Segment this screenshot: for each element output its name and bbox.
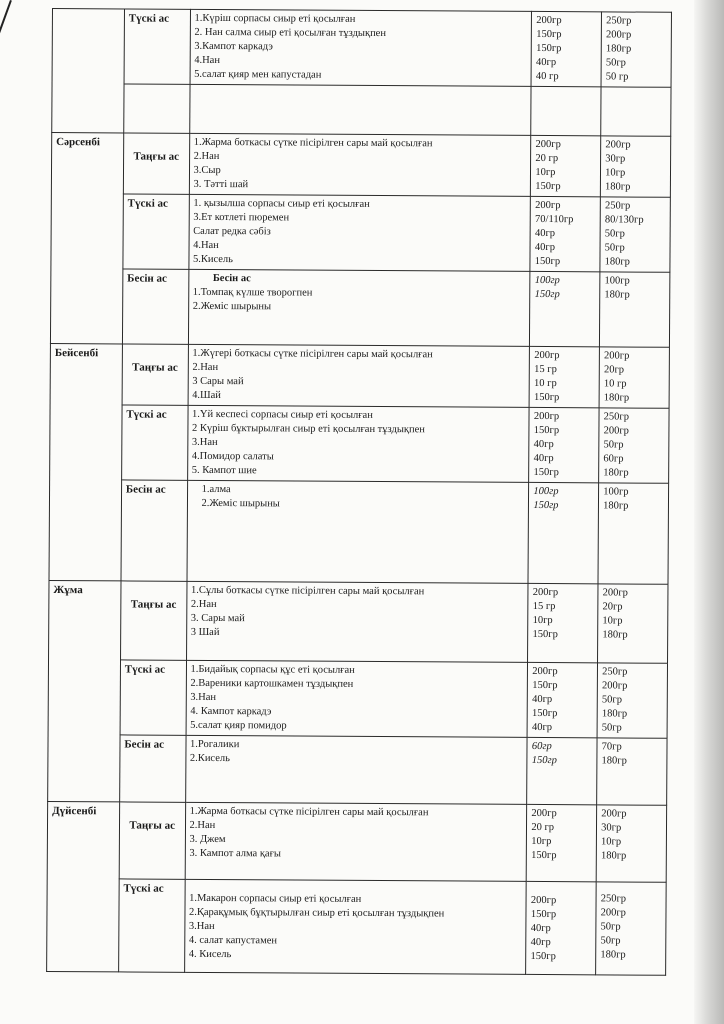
dish-item: 1.Макарон сорпасы сиыр еті қосылған bbox=[189, 892, 362, 905]
portion-value: 250гр bbox=[604, 200, 631, 212]
day-cell: Дүйсенбі bbox=[47, 801, 120, 971]
portion-value: 10гр bbox=[531, 835, 552, 848]
dish-cell bbox=[185, 802, 527, 881]
portion-value: 180гр bbox=[603, 392, 630, 404]
portion-value: 150гр bbox=[535, 180, 561, 193]
portion-large-cell bbox=[600, 272, 670, 347]
portion-value: 50гр bbox=[604, 228, 625, 240]
dish-cell bbox=[186, 581, 528, 662]
portion-large-cell bbox=[599, 347, 669, 408]
portion-value: 40гр bbox=[533, 452, 554, 465]
portion-value: 150гр bbox=[533, 391, 560, 404]
portion-value: 10 гр bbox=[603, 378, 627, 390]
dish-item: 2.Нан bbox=[189, 819, 216, 832]
dish-cell bbox=[187, 405, 529, 482]
portion-value: 180гр bbox=[600, 850, 627, 862]
dish-item: 5. Кампот шие bbox=[191, 464, 257, 477]
scan-edge-mark bbox=[0, 0, 12, 85]
portion-large-cell bbox=[601, 136, 671, 197]
portion-value: 100гр bbox=[533, 485, 559, 498]
table-row-empty bbox=[52, 84, 671, 137]
dish-item: 4.Помидор салаты bbox=[191, 450, 274, 463]
meal-cell: Түскі ас bbox=[124, 9, 190, 84]
dish-item: 1.Күріш сорпасы сиыр еті қосылған bbox=[194, 12, 356, 25]
portion-value: 200гр bbox=[605, 29, 632, 41]
dish-cell bbox=[184, 879, 526, 974]
dish-item: 2.Жеміс шырыны bbox=[201, 497, 280, 510]
dish-item: 1.Үй кеспесі сорпасы сиыр еті қосылған bbox=[192, 408, 373, 421]
table-row bbox=[50, 268, 669, 347]
dish-item: 1.алма bbox=[201, 483, 231, 496]
portion-value: 150гр bbox=[532, 628, 558, 641]
portion-value: 180гр bbox=[601, 708, 628, 720]
portion-large-cell bbox=[598, 483, 668, 584]
portion-value: 80/130гр bbox=[604, 214, 644, 226]
portion-large-cell bbox=[596, 805, 666, 882]
dish-item: 1.Сұлы боткасы сүтке пісірілген сары май қосылған bbox=[190, 584, 425, 598]
empty-cell bbox=[189, 84, 531, 135]
portion-value: 180гр bbox=[604, 256, 630, 268]
dish-item: 3.Нан bbox=[190, 691, 217, 704]
dish-item: 3 Сары май bbox=[192, 375, 244, 388]
dish-cell bbox=[186, 660, 528, 737]
meal-cell: Түскі ас bbox=[121, 405, 187, 480]
portion-value: 200гр bbox=[530, 894, 557, 907]
portion-value: 150гр bbox=[531, 849, 557, 862]
dish-cell bbox=[188, 269, 530, 346]
portion-small-cell bbox=[527, 662, 597, 737]
portion-value: 50гр bbox=[600, 921, 621, 933]
table-row bbox=[49, 479, 669, 584]
portion-value: 150гр bbox=[534, 288, 560, 301]
day-cell: Сәрсенбі bbox=[50, 133, 123, 344]
portion-value: 10гр bbox=[601, 836, 622, 848]
dish-item: 4.Нан bbox=[194, 54, 220, 67]
portion-large-cell bbox=[597, 663, 667, 738]
portion-value: 180гр bbox=[602, 629, 628, 641]
meal-cell: Таңғы ас bbox=[122, 344, 188, 405]
dish-subtitle: Бесін ас bbox=[212, 272, 251, 285]
dish-cell bbox=[190, 9, 532, 86]
table-row bbox=[47, 801, 666, 882]
dish-item: 3.Кампот каркадэ bbox=[194, 40, 273, 53]
portion-value: 180гр bbox=[603, 467, 629, 479]
portion-value: 200гр bbox=[531, 807, 557, 820]
table-row bbox=[51, 193, 670, 272]
portion-value: 50гр bbox=[603, 439, 624, 451]
portion-value: 150гр bbox=[536, 28, 562, 41]
portion-value: 15 гр bbox=[534, 363, 557, 376]
portion-value: 60гр bbox=[531, 740, 552, 753]
portion-value: 150гр bbox=[532, 707, 558, 720]
portion-value: 150гр bbox=[533, 499, 559, 512]
portion-value: 150гр bbox=[534, 255, 561, 268]
portion-value: 50гр bbox=[601, 722, 622, 734]
portion-value: 200гр bbox=[533, 410, 560, 423]
portion-value: 50гр bbox=[601, 694, 623, 706]
portion-value: 30гр bbox=[601, 822, 622, 834]
portion-value: 180гр bbox=[600, 949, 626, 961]
dish-item: 4.Нан bbox=[193, 239, 219, 252]
empty-cell bbox=[601, 87, 671, 136]
menu-document bbox=[46, 8, 672, 976]
portion-value: 200гр bbox=[532, 665, 558, 678]
portion-value: 200гр bbox=[604, 350, 630, 362]
portion-value: 10гр bbox=[602, 615, 623, 627]
empty-cell bbox=[531, 86, 601, 135]
portion-value: 200гр bbox=[600, 907, 626, 919]
dish-item: 5.Кисель bbox=[192, 253, 234, 266]
dish-item: 1. қызылша сорпасы сиыр еті қосылған bbox=[193, 197, 370, 210]
portion-small-cell bbox=[527, 804, 597, 881]
portion-value: 10гр bbox=[532, 614, 553, 627]
dish-item: 3.Ет котлеті пюремен bbox=[193, 211, 290, 224]
dish-item: 2.Қарақұмық бұқтырылған сиыр еті қосылған тұздықпен bbox=[188, 906, 445, 920]
portion-value: 200гр bbox=[605, 139, 631, 151]
portion-value: 100гр bbox=[603, 486, 629, 498]
dish-item: 3. Сары май bbox=[190, 612, 245, 625]
day-cell: Бейсенбі bbox=[49, 343, 122, 580]
portion-value: 30гр bbox=[605, 153, 626, 165]
portion-large-cell bbox=[600, 197, 670, 272]
portion-small-cell bbox=[531, 135, 601, 196]
portion-value: 200гр bbox=[534, 349, 560, 362]
portion-value: 250гр bbox=[606, 15, 632, 27]
dish-item: 1.Томпақ күлше творогпен bbox=[192, 286, 313, 299]
portion-value: 40гр bbox=[530, 922, 551, 935]
dish-item: 1.Жүгері боткасы сүтке пісірілген сары май қосылған bbox=[192, 347, 433, 361]
meal-cell: Түскі ас bbox=[118, 879, 184, 972]
portion-value: 70гр bbox=[601, 741, 622, 753]
portion-value: 50гр bbox=[604, 242, 625, 254]
portion-value: 40гр bbox=[532, 693, 553, 706]
portion-large-cell bbox=[596, 882, 666, 975]
dish-item: 2.Вареники картошкамен тұздықпен bbox=[190, 677, 354, 690]
portion-value: 60гр bbox=[603, 453, 624, 465]
portion-small-cell bbox=[526, 881, 596, 974]
table-row bbox=[49, 580, 668, 663]
table-row bbox=[48, 734, 667, 805]
portion-value: 15 гр bbox=[532, 600, 556, 613]
portion-value: 200гр bbox=[535, 199, 561, 212]
dish-cell bbox=[189, 133, 531, 196]
dish-item: 3.Нан bbox=[191, 436, 218, 449]
dish-item: 2.Нан bbox=[192, 361, 219, 374]
meal-cell: Түскі ас bbox=[123, 194, 189, 269]
portion-value: 200гр bbox=[532, 586, 559, 599]
portion-value: 200гр bbox=[601, 680, 628, 692]
portion-small-cell bbox=[529, 407, 599, 482]
dish-cell bbox=[188, 194, 530, 271]
portion-value: 100гр bbox=[604, 275, 630, 287]
empty-cell bbox=[124, 84, 190, 133]
portion-value: 180гр bbox=[601, 755, 627, 767]
dish-item: 2.Жеміс шырыны bbox=[192, 300, 272, 313]
dish-item: 3 Шай bbox=[190, 626, 220, 639]
table-row bbox=[47, 878, 667, 975]
portion-value: 20гр bbox=[602, 601, 623, 613]
portion-small-cell bbox=[529, 346, 599, 407]
dish-item: 2.Нан bbox=[193, 150, 220, 163]
portion-value: 250гр bbox=[602, 666, 628, 678]
portion-small-cell bbox=[530, 271, 600, 346]
menu-table bbox=[46, 8, 672, 976]
portion-value: 20 гр bbox=[531, 821, 555, 834]
portion-small-cell bbox=[528, 482, 598, 583]
portion-value: 10гр bbox=[535, 166, 556, 179]
portion-value: 40гр bbox=[530, 936, 551, 949]
dish-item: 4. Кисель bbox=[188, 948, 232, 961]
portion-value: 200гр bbox=[602, 587, 628, 599]
portion-value: 150гр bbox=[530, 950, 556, 963]
scan-page-edge bbox=[694, 0, 724, 1024]
portion-value: 20гр bbox=[603, 364, 625, 376]
dish-item: 2.Кисель bbox=[189, 752, 230, 765]
portion-value: 10 гр bbox=[534, 377, 557, 390]
dish-item: 3.Сыр bbox=[193, 164, 221, 177]
table-row bbox=[51, 133, 670, 198]
portion-value: 150гр bbox=[530, 908, 557, 921]
dish-item: 1.Бидайық сорпасы құс еті қосылған bbox=[190, 663, 355, 676]
portion-value: 100гр bbox=[534, 274, 560, 287]
portion-value: 10гр bbox=[605, 167, 626, 179]
dish-item: 2. Нан салма сиыр еті қосылған тұздықпен bbox=[194, 26, 387, 40]
portion-small-cell bbox=[530, 196, 600, 271]
table-row bbox=[50, 404, 669, 483]
dish-cell bbox=[185, 735, 527, 804]
dish-item: 5.салат қияр помидор bbox=[190, 719, 287, 732]
portion-small-cell bbox=[531, 11, 601, 86]
meal-cell: Таңғы ас bbox=[120, 581, 186, 660]
meal-cell: Бесін ас bbox=[121, 480, 187, 581]
meal-cell: Бесін ас bbox=[122, 269, 188, 344]
portion-value: 200гр bbox=[536, 14, 562, 27]
portion-value: 70/110гр bbox=[535, 213, 574, 226]
dish-item: 3.Нан bbox=[188, 920, 215, 933]
portion-value: 50 гр bbox=[605, 71, 629, 83]
dish-item: 2 Күріш бұктырылған сиыр еті қосылған тұздықпен bbox=[191, 422, 425, 436]
portion-value: 40гр bbox=[534, 227, 556, 240]
portion-value: 150гр bbox=[531, 754, 557, 767]
portion-small-cell bbox=[528, 583, 598, 662]
portion-value: 40гр bbox=[533, 438, 554, 451]
portion-value: 180гр bbox=[603, 500, 629, 512]
dish-item: 4. салат капустамен bbox=[188, 934, 278, 947]
day-cell: Жұма bbox=[48, 580, 121, 801]
portion-value: 40 гр bbox=[535, 70, 559, 83]
portion-large-cell bbox=[601, 12, 671, 87]
dish-item: 4.Шай bbox=[192, 389, 221, 402]
dish-item: 2.Нан bbox=[190, 598, 217, 611]
table-row bbox=[48, 659, 667, 738]
dish-item: 4. Кампот каркадэ bbox=[190, 705, 272, 718]
portion-value: 150гр bbox=[533, 424, 560, 437]
portion-value: 200гр bbox=[601, 808, 627, 820]
dish-item: 1.Жарма боткасы сүтке пісірілген сары май қосылған bbox=[193, 136, 433, 150]
portion-value: 180гр bbox=[604, 289, 630, 301]
portion-value: 50гр bbox=[605, 57, 626, 69]
portion-value: 150гр bbox=[532, 679, 558, 692]
portion-value: 40гр bbox=[531, 721, 553, 734]
dish-item: 5.салат қияр мен капустадан bbox=[194, 68, 322, 81]
meal-cell: Бесін ас bbox=[119, 735, 185, 802]
dish-item: 1.Рогалики bbox=[190, 738, 240, 751]
portion-value: 180гр bbox=[605, 181, 631, 193]
dish-item: 3. Джем bbox=[189, 833, 226, 846]
dish-item: 3. Тәтті шай bbox=[193, 178, 249, 191]
table-row bbox=[52, 9, 671, 88]
portion-large-cell bbox=[599, 408, 669, 483]
dish-cell bbox=[187, 480, 529, 583]
meal-cell: Түскі ас bbox=[120, 660, 186, 735]
portion-value: 20 гр bbox=[535, 152, 559, 165]
portion-value: 200гр bbox=[535, 138, 561, 151]
portion-large-cell bbox=[598, 584, 668, 663]
day-cell bbox=[52, 9, 125, 133]
dish-item: 1.Жарма боткасы сүтке пісірілген сары май қосылған bbox=[189, 805, 429, 819]
portion-value: 150гр bbox=[536, 42, 562, 55]
portion-value: 40гр bbox=[536, 56, 557, 69]
meal-cell: Таңғы ас bbox=[119, 802, 185, 879]
meal-cell: Таңғы ас bbox=[123, 133, 189, 194]
portion-value: 180гр bbox=[605, 43, 632, 55]
portion-large-cell bbox=[597, 738, 667, 805]
portion-small-cell bbox=[527, 737, 597, 804]
portion-value: 250гр bbox=[603, 411, 630, 423]
portion-value: 150гр bbox=[533, 466, 559, 479]
portion-value: 200гр bbox=[603, 425, 629, 437]
dish-item: Салат редка сәбіз bbox=[193, 225, 271, 238]
table-row bbox=[50, 343, 669, 408]
portion-value: 40гр bbox=[534, 241, 556, 254]
portion-value: 250гр bbox=[600, 893, 627, 905]
portion-value: 50гр bbox=[600, 935, 621, 947]
dish-item: 3. Кампот алма қағы bbox=[189, 847, 281, 860]
dish-cell bbox=[188, 344, 530, 407]
